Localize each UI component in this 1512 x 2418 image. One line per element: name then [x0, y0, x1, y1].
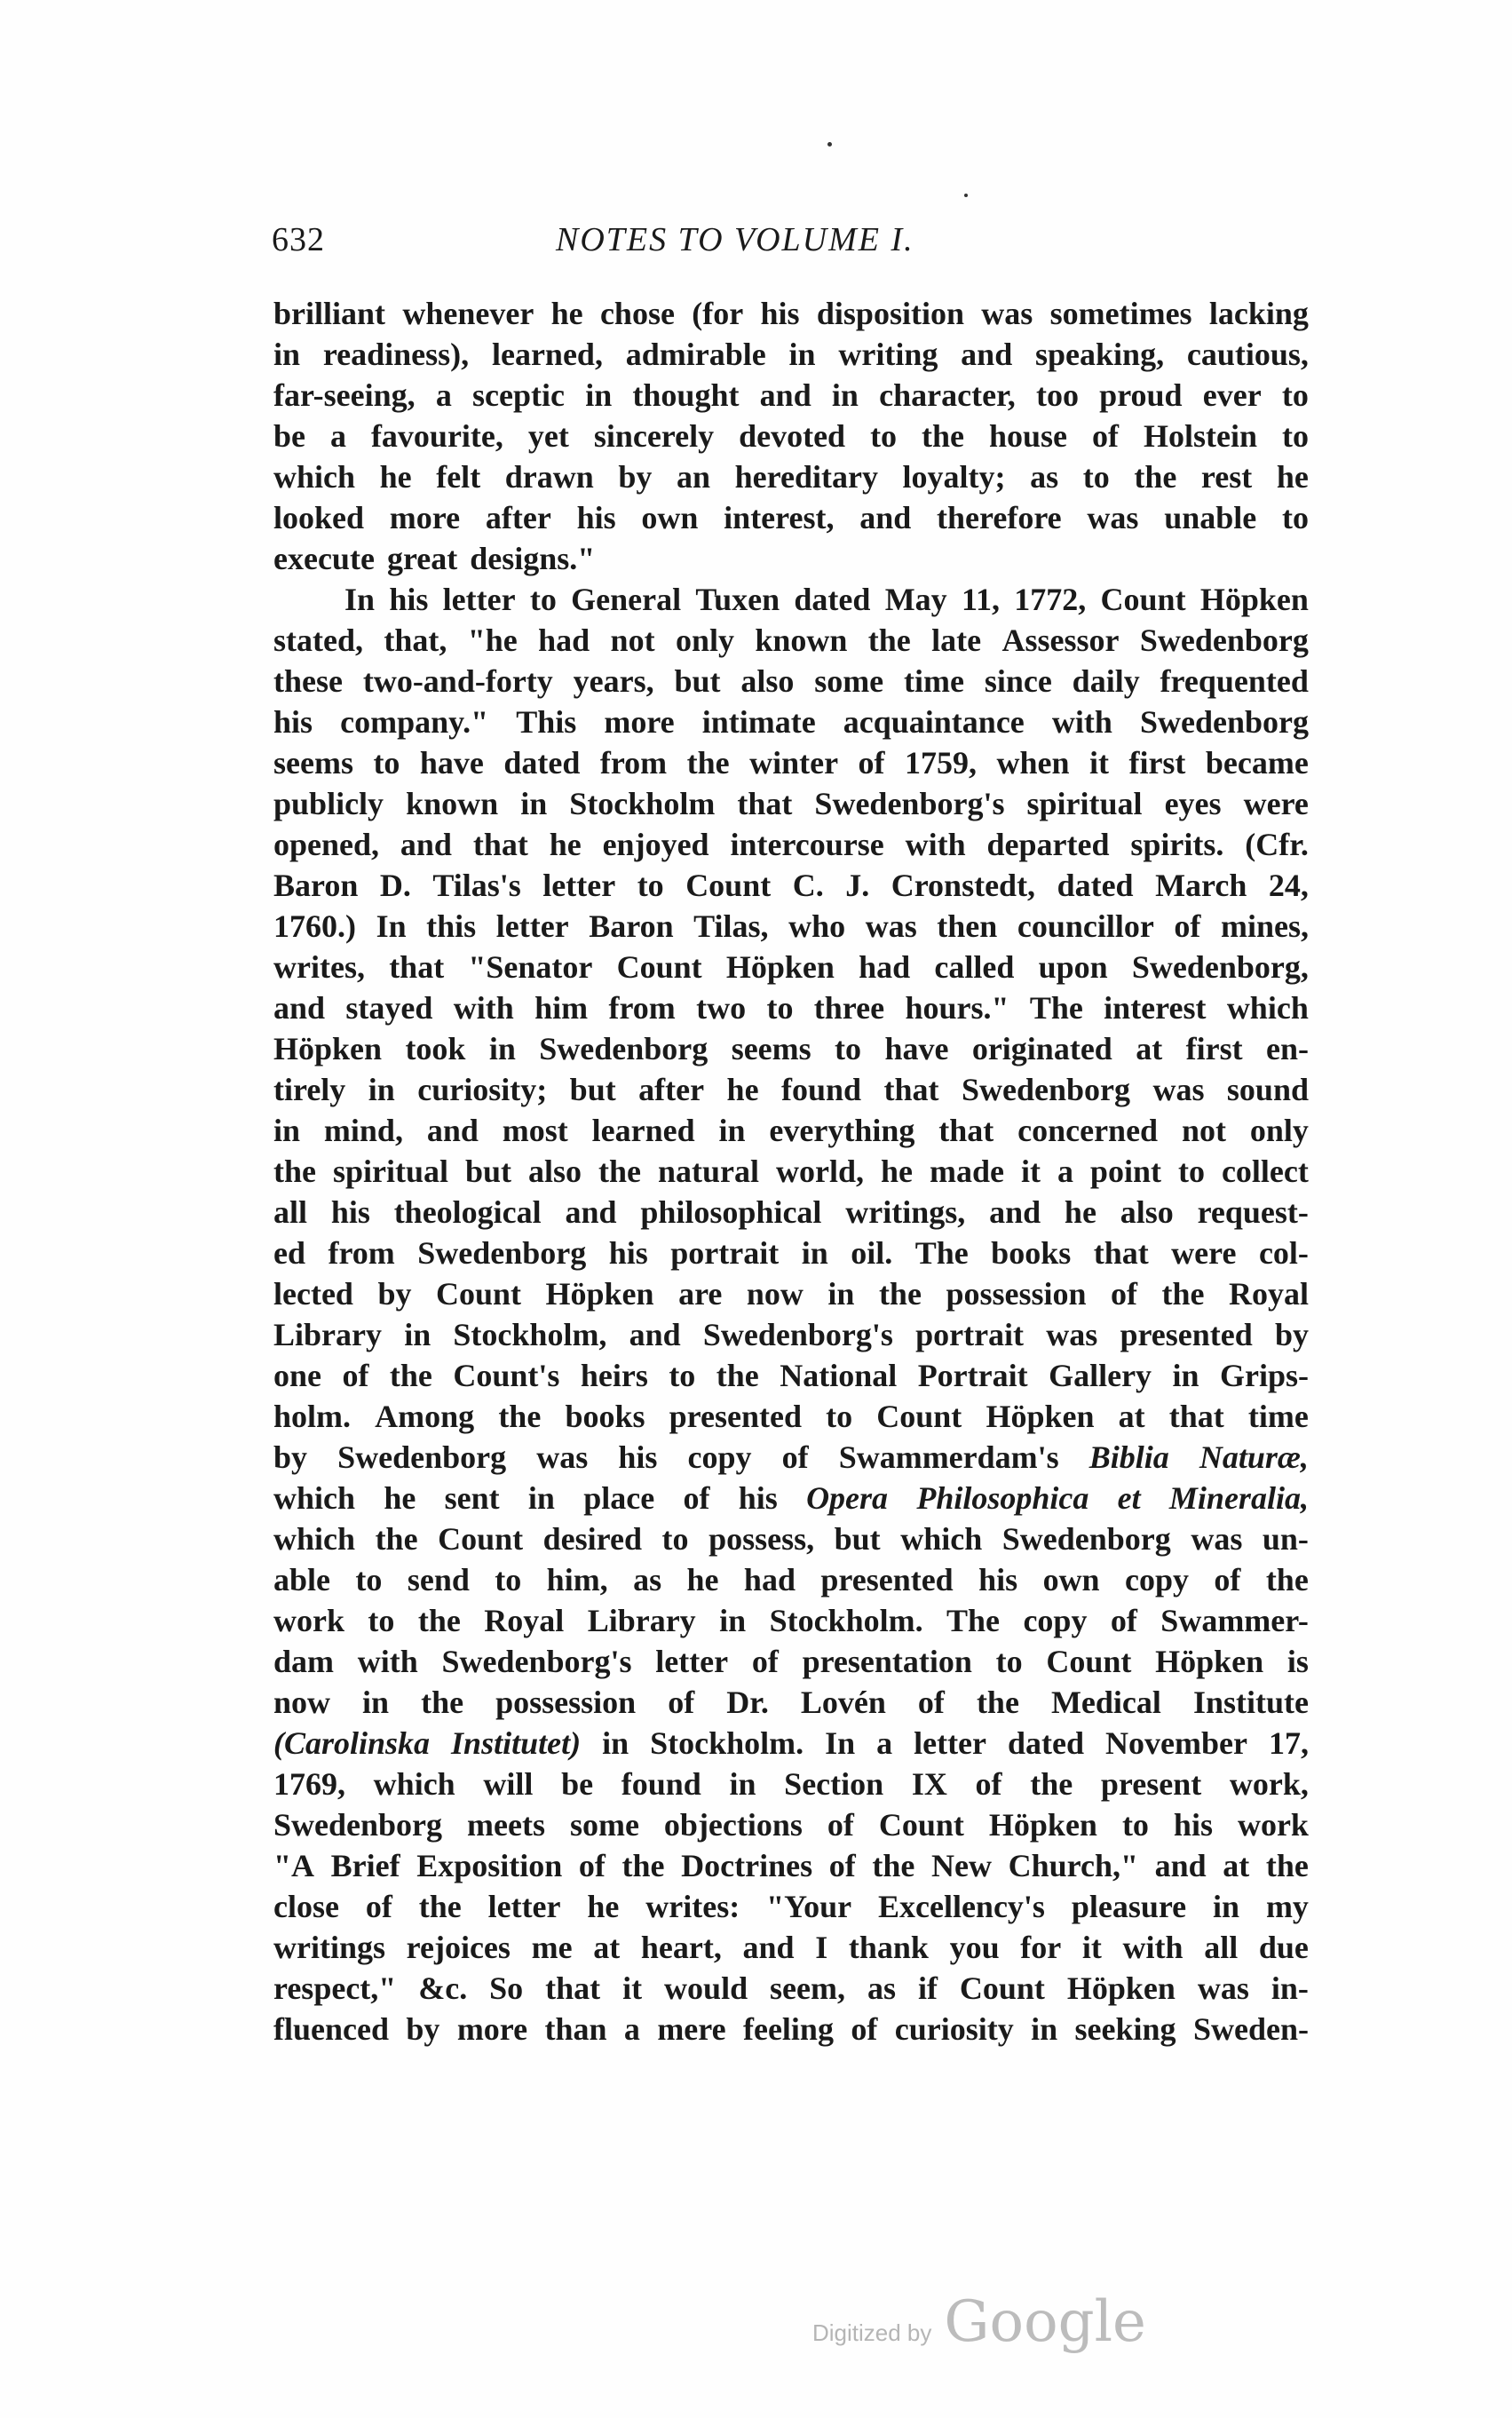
page-number: 632: [272, 221, 325, 258]
text-line: execute great designs.": [273, 541, 596, 576]
text-line: opened, and that he enjoyed intercourse with departed spirits. (Cfr.: [273, 827, 1309, 862]
scan-speck: [827, 142, 832, 147]
body-text: [273, 293, 1309, 2049]
text-line: one of the Count's heirs to the National Portrait Gallery in Grips-: [273, 1358, 1309, 1393]
text-line: writings rejoices me at heart, and I thank you for it with all due: [273, 1930, 1309, 1965]
text-line: able to send to him, as he had presented his own copy of the: [273, 1562, 1309, 1597]
text-line: ed from Swedenborg his portrait in oil. The books that were col-: [273, 1235, 1309, 1271]
text-line: be a favourite, yet sincerely devoted to the house of Holstein to: [273, 418, 1309, 454]
text-line: fluenced by more than a mere feeling of curiosity in seeking Sweden-: [273, 2011, 1309, 2047]
text-line: all his theological and philosophical writings, and he also request-: [273, 1194, 1309, 1230]
text-line: Library in Stockholm, and Swedenborg's portrait was presented by: [273, 1317, 1309, 1352]
text-line: "A Brief Exposition of the Doctrines of the New Church," and at the: [273, 1848, 1309, 1883]
text-line: far-seeing, a sceptic in thought and in character, too proud ever to: [273, 377, 1309, 413]
text-line: stated, that, "he had not only known the late Assessor Swedenborg: [273, 622, 1309, 658]
text-line: (Carolinska Institutet) in Stockholm. In a letter dated November 17,: [273, 1725, 1309, 1761]
page-header: [272, 220, 1319, 274]
text-line: looked more after his own interest, and therefore was unable to: [273, 500, 1309, 535]
text-line: tirely in curiosity; but after he found that Swedenborg was sound: [273, 1072, 1309, 1107]
text-line: lected by Count Höpken are now in the possession of the Royal: [273, 1276, 1309, 1312]
text-line: brilliant whenever he chose (for his disposition was sometimes lacking: [273, 296, 1309, 331]
text-line: publicly known in Stockholm that Swedenborg's spiritual eyes were: [273, 786, 1309, 821]
watermark-prefix: Digitized by: [812, 2319, 932, 2346]
text-line: 1760.) In this letter Baron Tilas, who was then councillor of mines,: [273, 908, 1309, 944]
text-line: work to the Royal Library in Stockholm. The copy of Swammer-: [273, 1603, 1309, 1638]
text-line: by Swedenborg was his copy of Swammerdam's Biblia Naturæ,: [273, 1439, 1309, 1475]
text-line: the spiritual but also the natural world, he made it a point to collect: [273, 1154, 1309, 1189]
text-line: respect," &c. So that it would seem, as if Count Höpken was in-: [273, 1970, 1309, 2006]
text-line: In his letter to General Tuxen dated May 11, 1772, Count Höpken: [344, 582, 1309, 617]
text-line: in readiness), learned, admirable in writing and speaking, cautious,: [273, 337, 1309, 372]
text-line: 1769, which will be found in Section IX of the present work,: [273, 1766, 1309, 1802]
scan-speck: [964, 194, 968, 197]
text-line: dam with Swedenborg's letter of presentation to Count Höpken is: [273, 1644, 1309, 1679]
text-line: which he sent in place of his Opera Philosophica et Mineralia,: [273, 1480, 1309, 1516]
text-line: his company." This more intimate acquaintance with Swedenborg: [273, 704, 1309, 740]
watermark-brand: Google: [944, 2289, 1146, 2355]
text-line: now in the possession of Dr. Lovén of the Medical Institute: [273, 1685, 1309, 1720]
text-line: writes, that "Senator Count Höpken had called upon Swedenborg,: [273, 949, 1309, 985]
text-line: holm. Among the books presented to Count Höpken at that time: [273, 1399, 1309, 1434]
digitization-watermark: [812, 2289, 1146, 2360]
text-line: and stayed with him from two to three hours." The interest which: [273, 990, 1309, 1026]
text-line: close of the letter he writes: "Your Excellency's pleasure in my: [273, 1889, 1309, 1924]
text-line: seems to have dated from the winter of 1759, when it first became: [273, 745, 1309, 781]
text-line: Swedenborg meets some objections of Count Höpken to his work: [273, 1807, 1309, 1843]
text-line: which the Count desired to possess, but which Swedenborg was un-: [273, 1521, 1309, 1557]
text-line: which he felt drawn by an hereditary loyalty; as to the rest he: [273, 459, 1309, 495]
running-title: NOTES TO VOLUME I.: [556, 221, 914, 258]
text-line: Baron D. Tilas's letter to Count C. J. Cronstedt, dated March 24,: [273, 868, 1309, 903]
text-line: Höpken took in Swedenborg seems to have originated at first en-: [273, 1031, 1309, 1066]
text-line: in mind, and most learned in everything that concerned not only: [273, 1113, 1309, 1148]
text-line: these two-and-forty years, but also some time since daily frequented: [273, 663, 1309, 699]
